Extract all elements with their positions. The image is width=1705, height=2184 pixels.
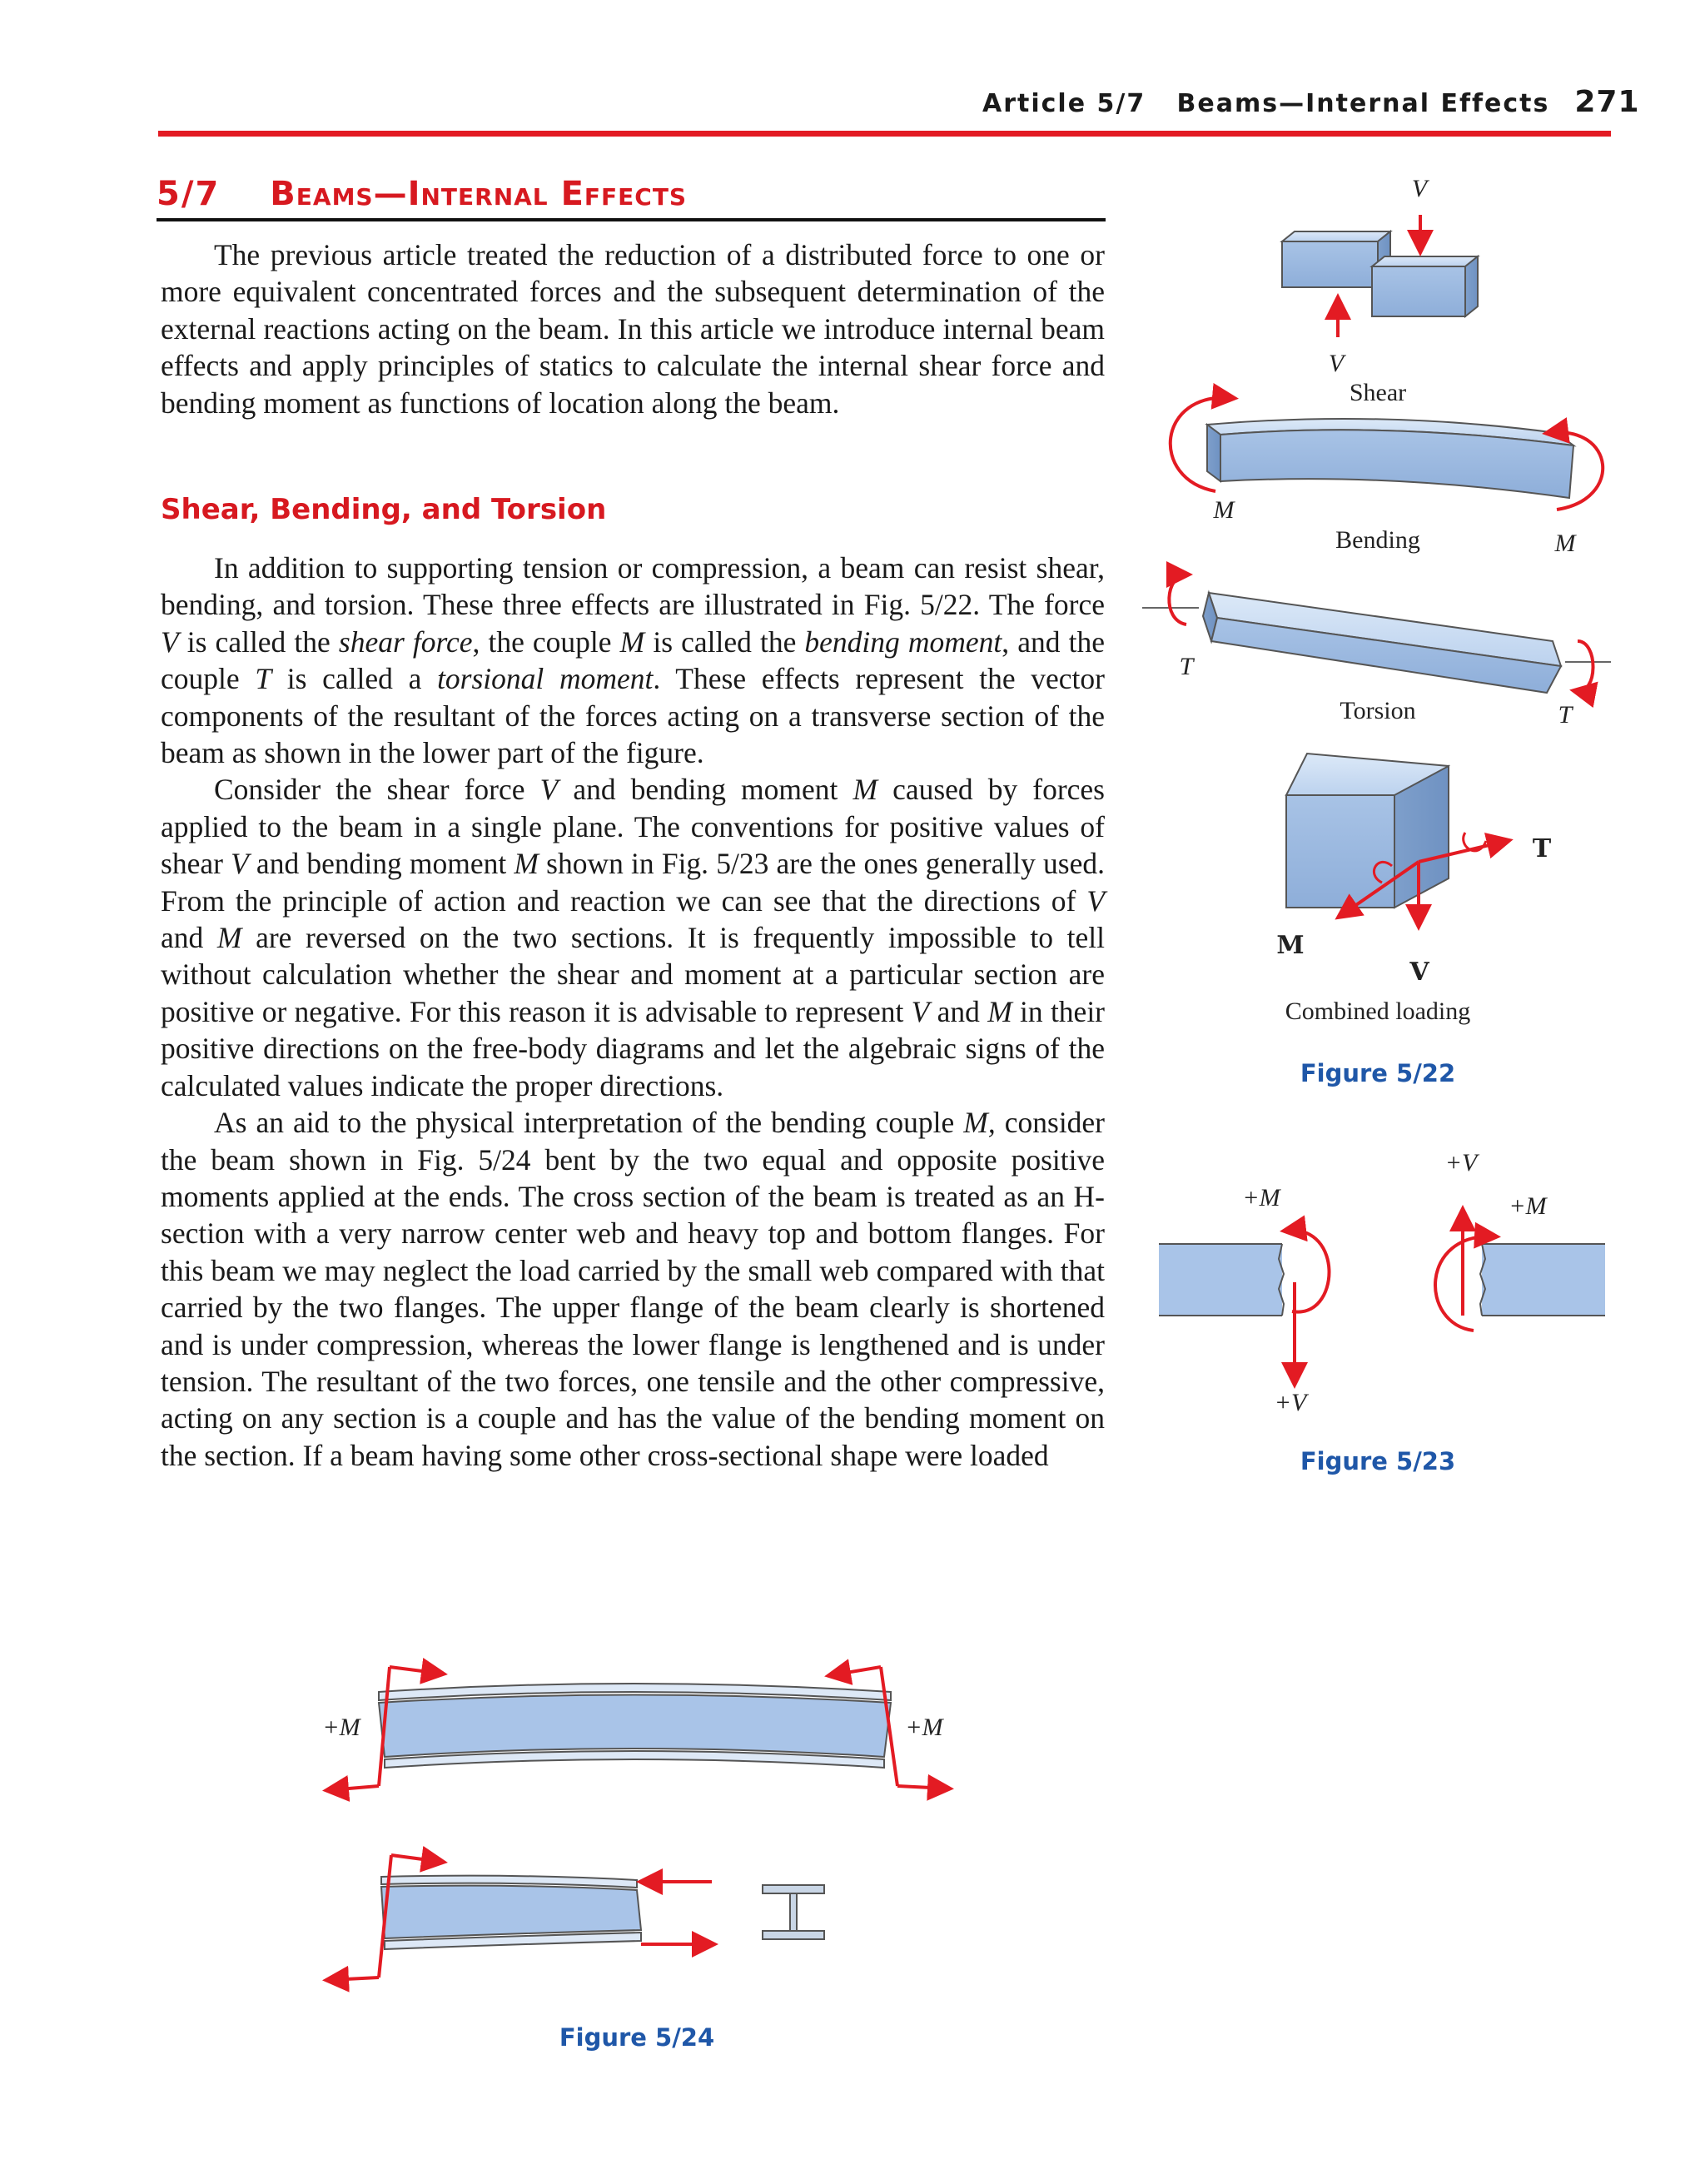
torsion-t-left-label: T xyxy=(1179,653,1194,680)
figure-5-22-caption: Figure 5/22 xyxy=(1300,1059,1456,1087)
combined-cube xyxy=(1286,754,1449,908)
fig24-m-right-label: +M xyxy=(905,1714,943,1741)
header-rule xyxy=(158,131,1611,137)
fig24-half-top-arrow xyxy=(391,1855,441,1862)
figure-5-24-caption: Figure 5/24 xyxy=(559,2023,715,2052)
bending-m-right-label: M xyxy=(1554,530,1576,557)
combined-m-label: M xyxy=(1276,931,1305,960)
figure-5-22-diagram xyxy=(1132,167,1632,1091)
fig24-half-beam xyxy=(381,1876,641,1949)
torsion-beam xyxy=(1203,593,1561,693)
fig23-moment-left-arrow xyxy=(1286,1231,1330,1312)
fig24-left-top-arrow xyxy=(390,1667,441,1674)
figure-5-24-diagram xyxy=(308,1649,957,2007)
fig24-left-bottom-arrow xyxy=(329,1786,379,1790)
torsion-t-right-label: T xyxy=(1558,701,1573,729)
shear-caption: Shear xyxy=(1349,379,1407,406)
fig23-v-left-label: +V xyxy=(1274,1389,1307,1416)
paragraph-4: As an aid to the physical interpretation of the bending couple M, consider the beam shown in Fig. 5/24 bent by the two equal and opposite positive moments applied at the ends. The cross section of the beam is treated as an H-section with a very narrow center web and heavy top and bottom flanges. For this beam we may neglect the load carried by the small web compared with that carried by the two flanges. The upper flange of the beam clearly is shortened and is under compression, whereas the lower flange is lengthened and is under tension. The resultant of the two forces, one tensile and the other compressive, acting on any section is a couple and has the value of the bending moment on the section. If a beam having some other cross-sectional shape were loaded xyxy=(161,1106,1106,1472)
fig24-bent-beam xyxy=(379,1684,891,1768)
shear-blocks xyxy=(1282,231,1478,316)
paragraph-2: In addition to supporting tension or compression, a beam can resist shear, bending, and torsion. These three effects are illustrated in Fig. 5/22. The force V is called the shear force, the couple M is called the bending moment, and the couple T is called a torsional moment. These effects represent the vector components of the resultant of the forces acting on a transverse section of the beam as shown in the lower part of the figure. xyxy=(161,551,1105,770)
subheading: Shear, Bending, and Torsion xyxy=(161,493,607,526)
fig24-m-left-label: +M xyxy=(322,1714,360,1741)
fig24-half-bottom-arrow xyxy=(329,1978,379,1980)
section-heading xyxy=(157,175,1106,221)
figure-5-23-caption: Figure 5/23 xyxy=(1300,1447,1456,1475)
combined-t-label: T xyxy=(1532,834,1552,863)
bending-beam xyxy=(1207,419,1573,498)
combined-v-label: V xyxy=(1409,958,1429,987)
section-title: Beams—Internal Effects xyxy=(270,175,688,213)
page-number: 271 xyxy=(1574,85,1640,119)
torsion-caption: Torsion xyxy=(1340,697,1416,724)
h-section-icon xyxy=(763,1885,824,1939)
torsion-arrow-left xyxy=(1169,575,1186,624)
bending-caption: Bending xyxy=(1335,526,1420,554)
body-text xyxy=(161,550,1105,1474)
section-rule xyxy=(157,218,1106,221)
intro-paragraph: The previous article treated the reduction of a distributed force to one or more equivalent concentrated forces and the subsequent determination of the external reactions acting on the beam. In this article we introduce internal beam effects and apply principles of statics to calculate the internal shear force and bending moment as functions of location along the beam. xyxy=(161,238,1105,420)
shear-v-top-label: V xyxy=(1411,175,1428,202)
section-number: 5/7 xyxy=(157,175,221,213)
header-article: Article 5/7 xyxy=(982,89,1146,118)
fig23-m-left-label: +M xyxy=(1242,1184,1280,1211)
running-head xyxy=(982,85,1640,135)
torsion-arrow-right xyxy=(1576,641,1593,691)
figure-5-23-diagram xyxy=(1149,1149,1615,1424)
paragraph-3: Consider the shear force V and bending moment M caused by forces applied to the beam in a single plane. The conventions for positive values of shear V and bending moment M shown in Fig. 5/23 are the ones generally used. From the principle of action and reaction we can see that the directions of V and M are reversed on the two sections. It is frequently impossible to tell without calculation whether the shear and moment at a particular section are positive or negative. For this reason it is advisable to represent V and M in their positive directions on the free-body diagrams and let the algebraic signs of the calculated values indicate the proper directions. xyxy=(161,773,1106,1102)
header-section-name: Beams—Internal Effects xyxy=(1176,89,1550,118)
bending-m-left-label: M xyxy=(1213,496,1235,524)
intro-paragraph-block xyxy=(161,236,1105,421)
fig23-v-right-label: +V xyxy=(1444,1149,1478,1177)
fig23-m-right-label: +M xyxy=(1509,1192,1547,1220)
fig24-right-bottom-arrow xyxy=(897,1786,947,1788)
fig24-right-top-arrow xyxy=(831,1667,881,1675)
combined-caption: Combined loading xyxy=(1285,997,1471,1025)
shear-v-bottom-label: V xyxy=(1328,350,1345,377)
